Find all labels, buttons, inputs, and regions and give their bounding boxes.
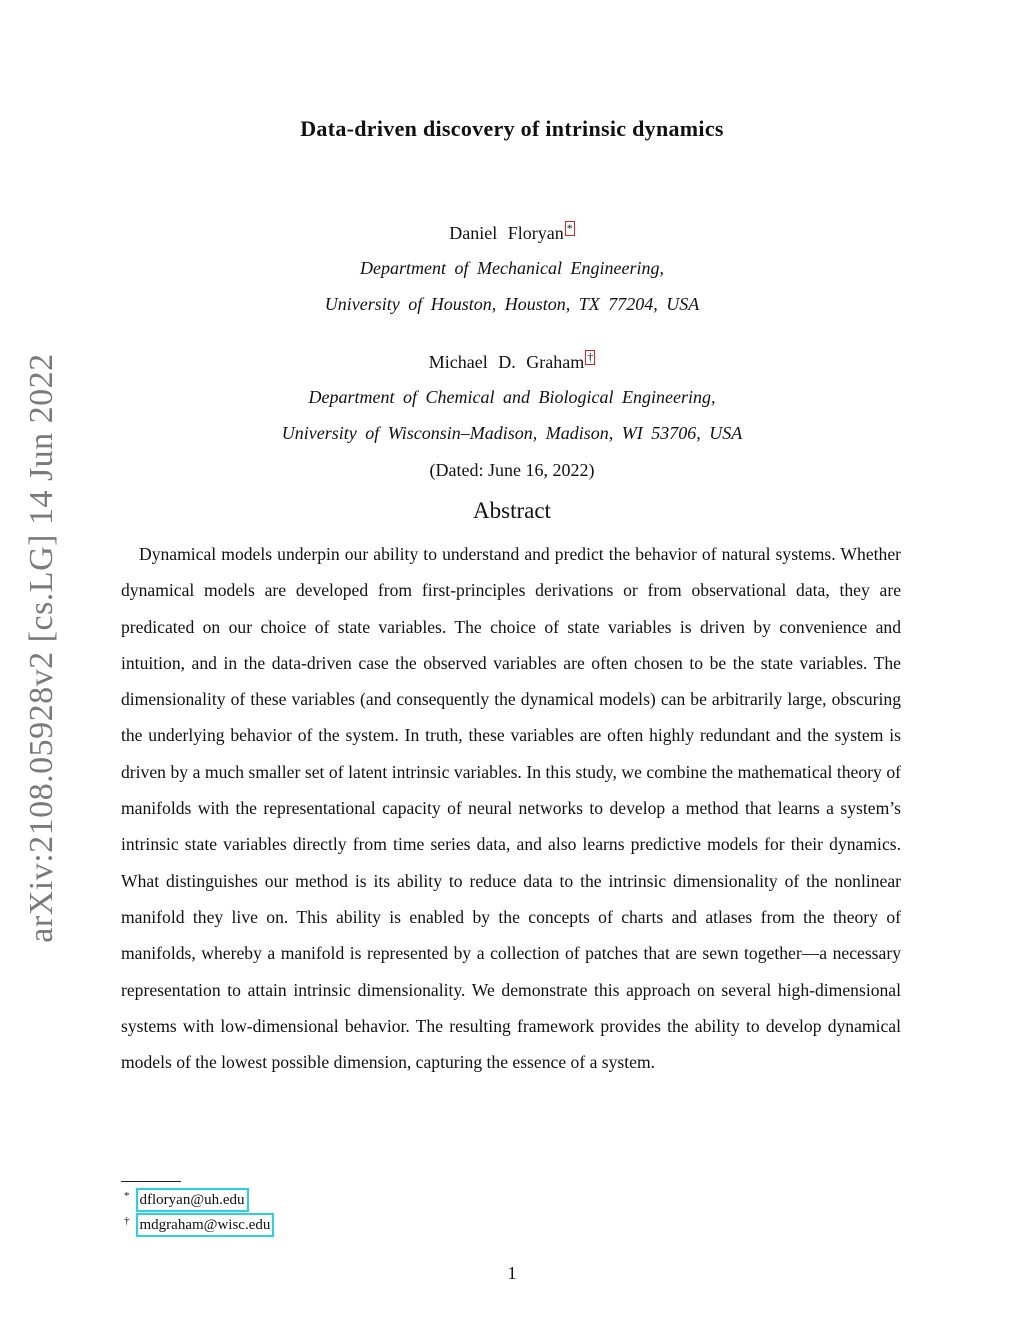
footnote-divider (121, 1181, 181, 1182)
abstract-heading: Abstract (473, 498, 551, 523)
author-2-location: University of Wisconsin–Madison, Madison, WI 53706, USA (281, 423, 743, 443)
author-1 (0, 221, 1024, 244)
footnote-2-email-link[interactable]: mdgraham@wisc.edu (136, 1213, 275, 1237)
paper-title: Data-driven discovery of intrinsic dynamics (300, 116, 724, 141)
footnote-1-email-link[interactable]: dfloryan@uh.edu (136, 1188, 249, 1212)
footnote-2 (124, 1213, 274, 1237)
author-1-department: Department of Mechanical Engineering, (360, 258, 664, 278)
page-number: 1 (507, 1263, 517, 1283)
footnote-1 (124, 1188, 249, 1212)
author-2-footnote-link[interactable]: † (587, 350, 594, 364)
author-2-department: Department of Chemical and Biological Engineering, (308, 387, 716, 407)
author-1-location: University of Houston, Houston, TX 77204, USA (324, 294, 700, 314)
author-1-footnote-link[interactable]: * (566, 221, 573, 235)
author-2 (0, 350, 1024, 373)
footnote-2-symbol: † (124, 1215, 130, 1227)
author-1-name: Daniel Floryan (449, 223, 564, 243)
dated-line: (Dated: June 16, 2022) (429, 460, 595, 480)
footnote-1-symbol: * (124, 1190, 130, 1202)
abstract-text: Dynamical models underpin our ability to understand and predict the behavior of natural systems. Whether dynamical models are developed from first-principles derivations or from observational data, they are predicated on our choice of state variables. The choice of state variables is driven by convenience and intuition, and in the data-driven case the observed variables are often chosen to be the state variables. The dimensionality of these variables (and consequently the dynamical models) can be arbitrarily large, obscuring the underlying behavior of the system. In truth, these variables are often highly redundant and the system is driven by a much smaller set of latent intrinsic variables. In this study, we combine the mathematical theory of manifolds with the representational capacity of neural networks to develop a method that learns a system’s intrinsic state variables directly from time series data, and also learns predictive models for their dynamics. What distinguishes our method is its ability to reduce data to the intrinsic dimensionality of the nonlinear manifold they live on. This ability is enabled by the concepts of charts and atlases from the theory of manifolds, whereby a manifold is represented by a collection of patches that are sewn together—a necessary representation to attain intrinsic dimensionality. We demonstrate this approach on several high-dimensional systems with low-dimensional behavior. The resulting framework provides the ability to develop dynamical models of the lowest possible dimension, capturing the essence of a system. (121, 544, 901, 1073)
arxiv-identifier-stamp: arXiv:2108.05928v2 [cs.LG] 14 Jun 2022 (23, 353, 60, 943)
author-2-name: Michael D. Graham (428, 352, 585, 372)
